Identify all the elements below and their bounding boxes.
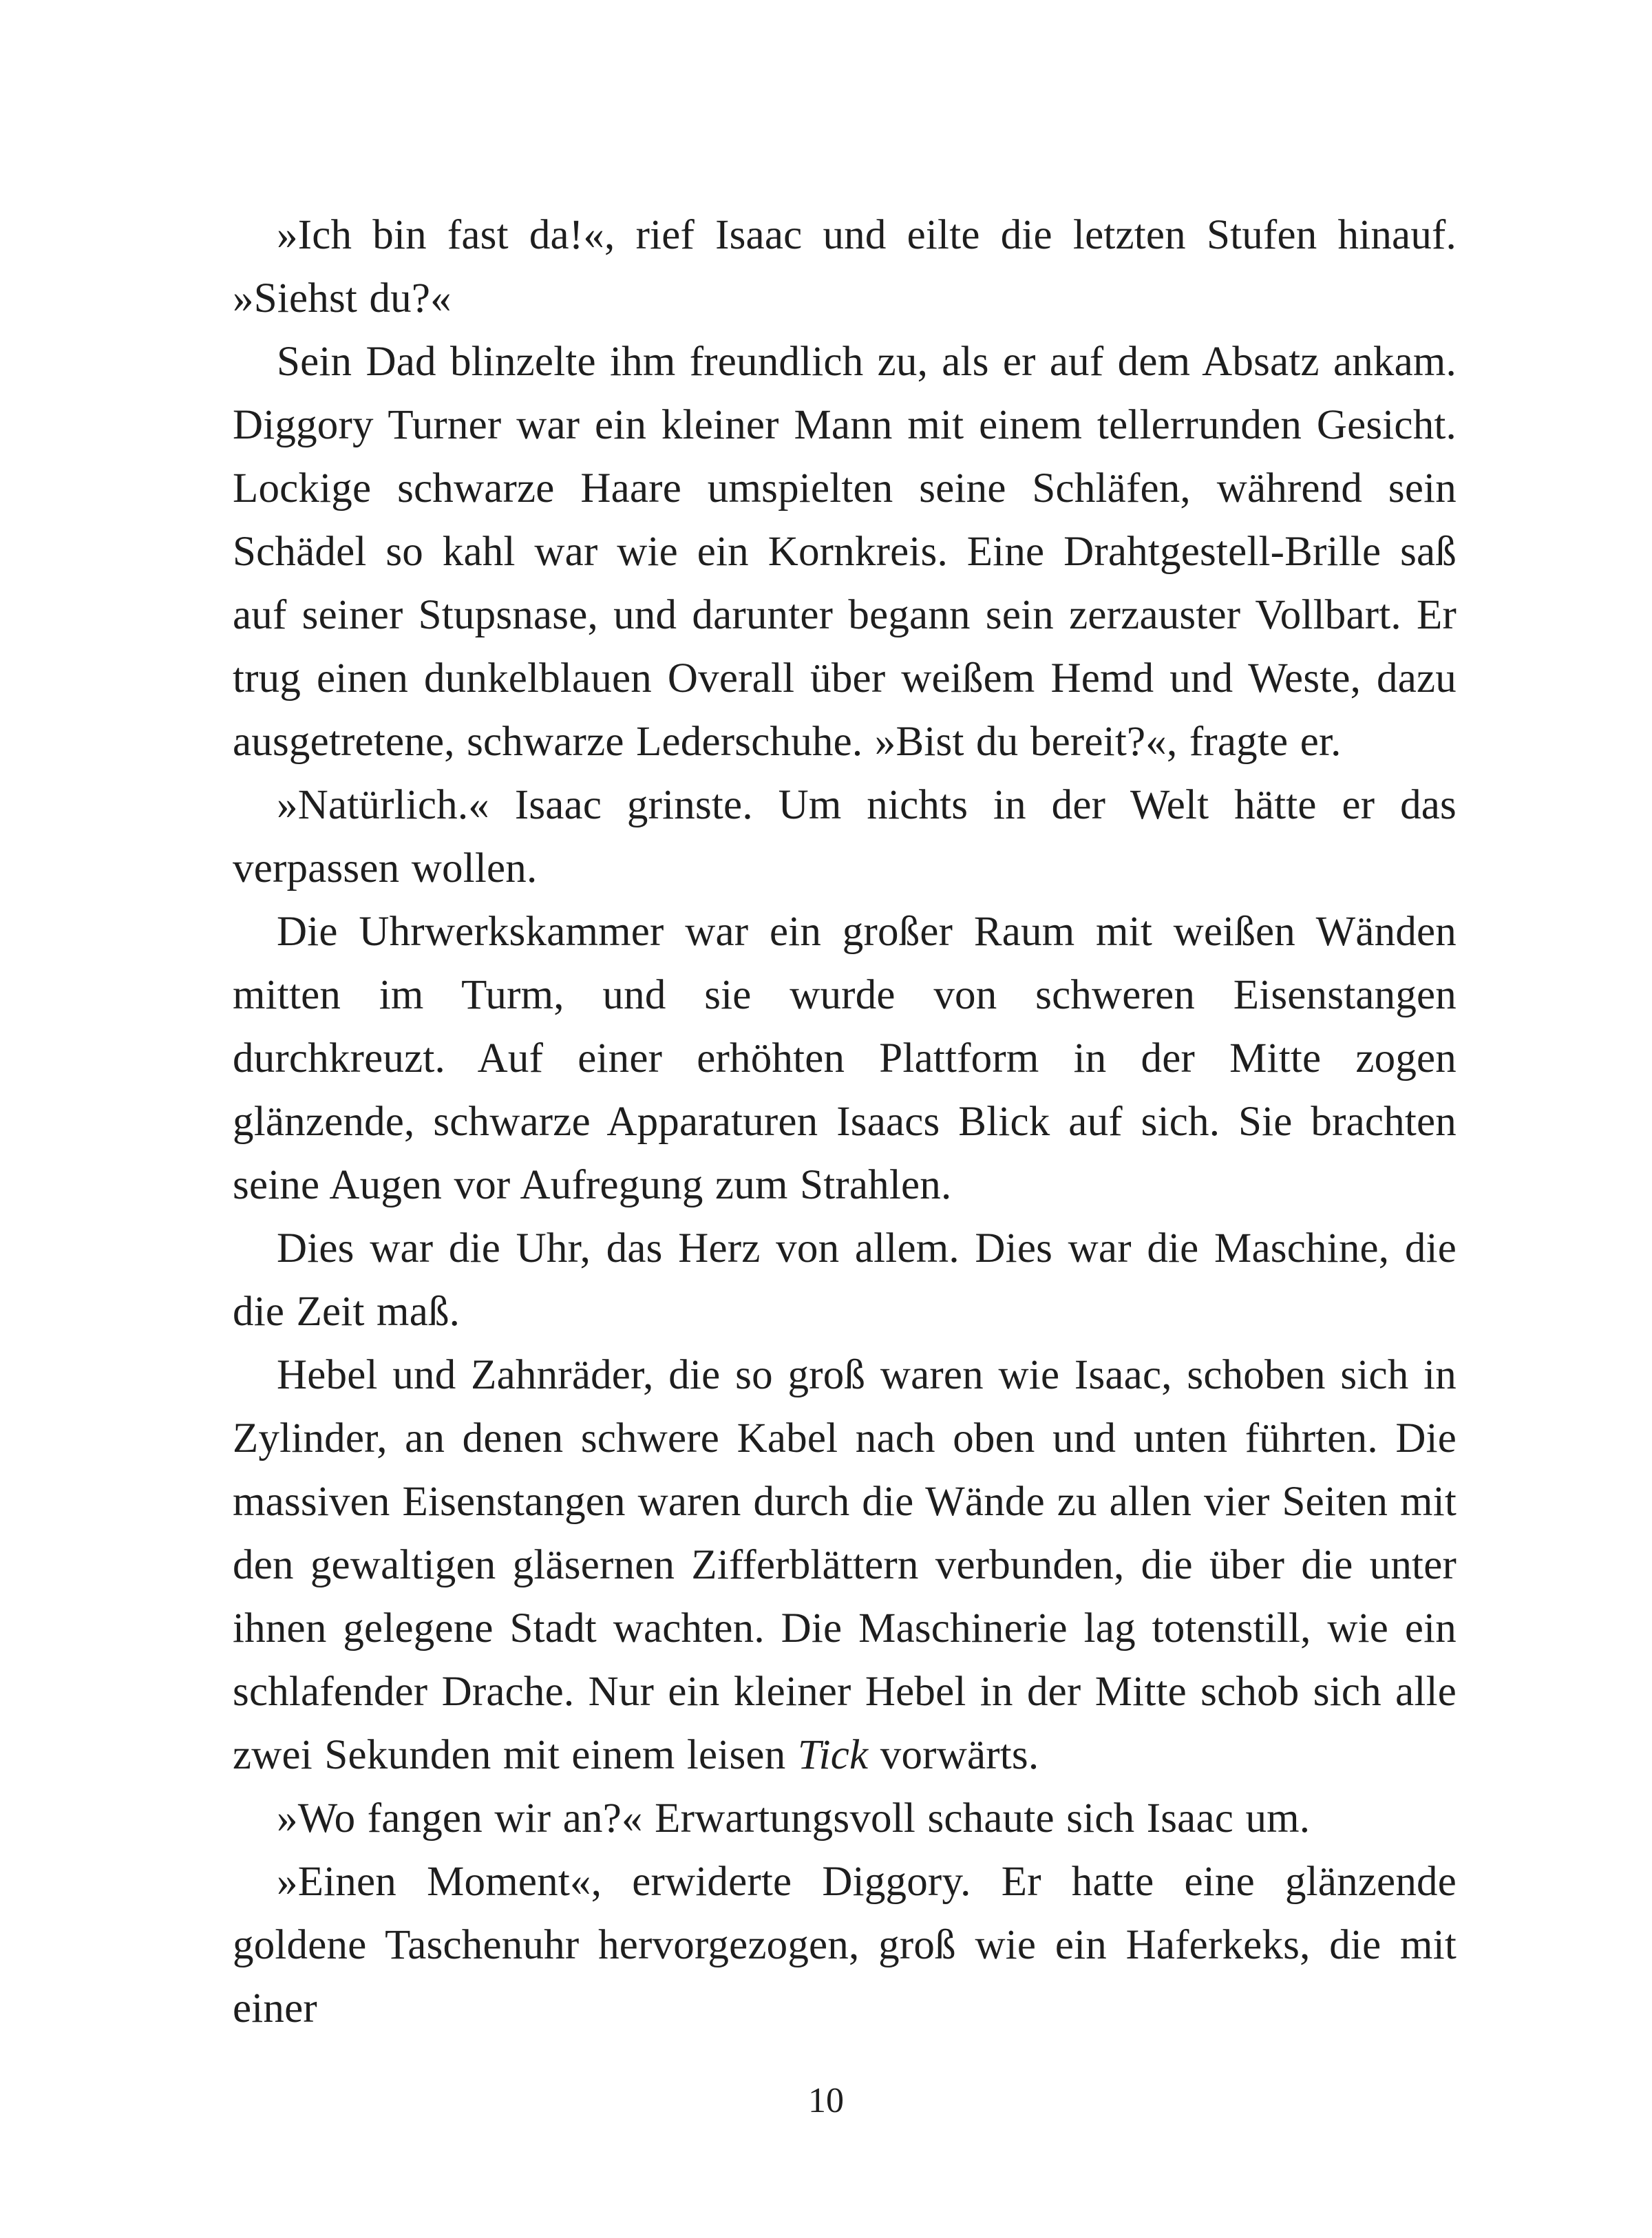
text-segment: »Einen Moment«, erwiderte Diggory. Er hatte eine glänzende goldene Taschenuhr hervorgezogen, groß wie ein Haferkeks, die mit einer [233, 1859, 1457, 2031]
paragraph [233, 1344, 1457, 1787]
paragraph [233, 1217, 1457, 1344]
text-segment: »Ich bin fast da!«, rief Isaac und eilte die letzten Stufen hinauf. »Siehst du?« [233, 212, 1457, 321]
text-segment: Hebel und Zahnräder, die so groß waren wie Isaac, schoben sich in Zylinder, an denen schwere Kabel nach oben und unten führten. Die massiven Eisenstangen waren durch die Wände zu allen vier Seiten mit den gewaltigen gläsernen Zifferblättern verbunden, die über die unter ihnen gelegene Stadt wachten. Die Maschinerie lag totenstill, wie ein schlafender Drache. Nur ein kleiner Hebel in der Mitte schob sich alle zwei Sekunden mit einem leisen [233, 1352, 1457, 1778]
text-segment: Die Uhrwerkskammer war ein großer Raum mit weißen Wänden mitten im Turm, und sie wurde von schweren Eisenstangen durchkreuzt. Auf einer erhöhten Plattform in der Mitte zogen glänzende, schwarze Apparaturen Isaacs Blick auf sich. Sie brachten seine Augen vor Aufregung zum Strahlen. [233, 909, 1457, 1208]
paragraph [233, 204, 1457, 330]
text-segment: »Wo fangen wir an?« Erwartungsvoll schaute sich Isaac um. [277, 1795, 1311, 1841]
text-segment: Dies war die Uhr, das Herz von allem. Dies war die Maschine, die die Zeit maß. [233, 1225, 1457, 1335]
paragraph [233, 900, 1457, 1217]
text-segment: Sein Dad blinzelte ihm freundlich zu, als er auf dem Absatz ankam. Diggory Turner war ein kleiner Mann mit einem tellerrunden Gesicht. Lockige schwarze Haare umspielten seine Schläfen, während sein Schädel so kahl war wie ein Kornkreis. Eine Drahtgestell-Brille saß auf seiner Stupsnase, und darunter begann sein zerzauster Vollbart. Er trug einen dunkelblauen Overall über weißem Hemd und Weste, dazu ausgetretene, schwarze Lederschuhe. »Bist du bereit?«, fragte er. [233, 339, 1457, 765]
paragraph [233, 1850, 1457, 2040]
italic-text-segment: Tick [797, 1732, 869, 1778]
paragraph [233, 1787, 1457, 1850]
text-segment: vorwärts. [868, 1732, 1039, 1778]
text-segment: »Natürlich.« Isaac grinste. Um nichts in der Welt hätte er das verpassen wollen. [233, 782, 1457, 891]
page-number: 10 [808, 2081, 844, 2120]
page-text [233, 204, 1457, 2040]
paragraph [233, 774, 1457, 900]
paragraph [233, 330, 1457, 774]
